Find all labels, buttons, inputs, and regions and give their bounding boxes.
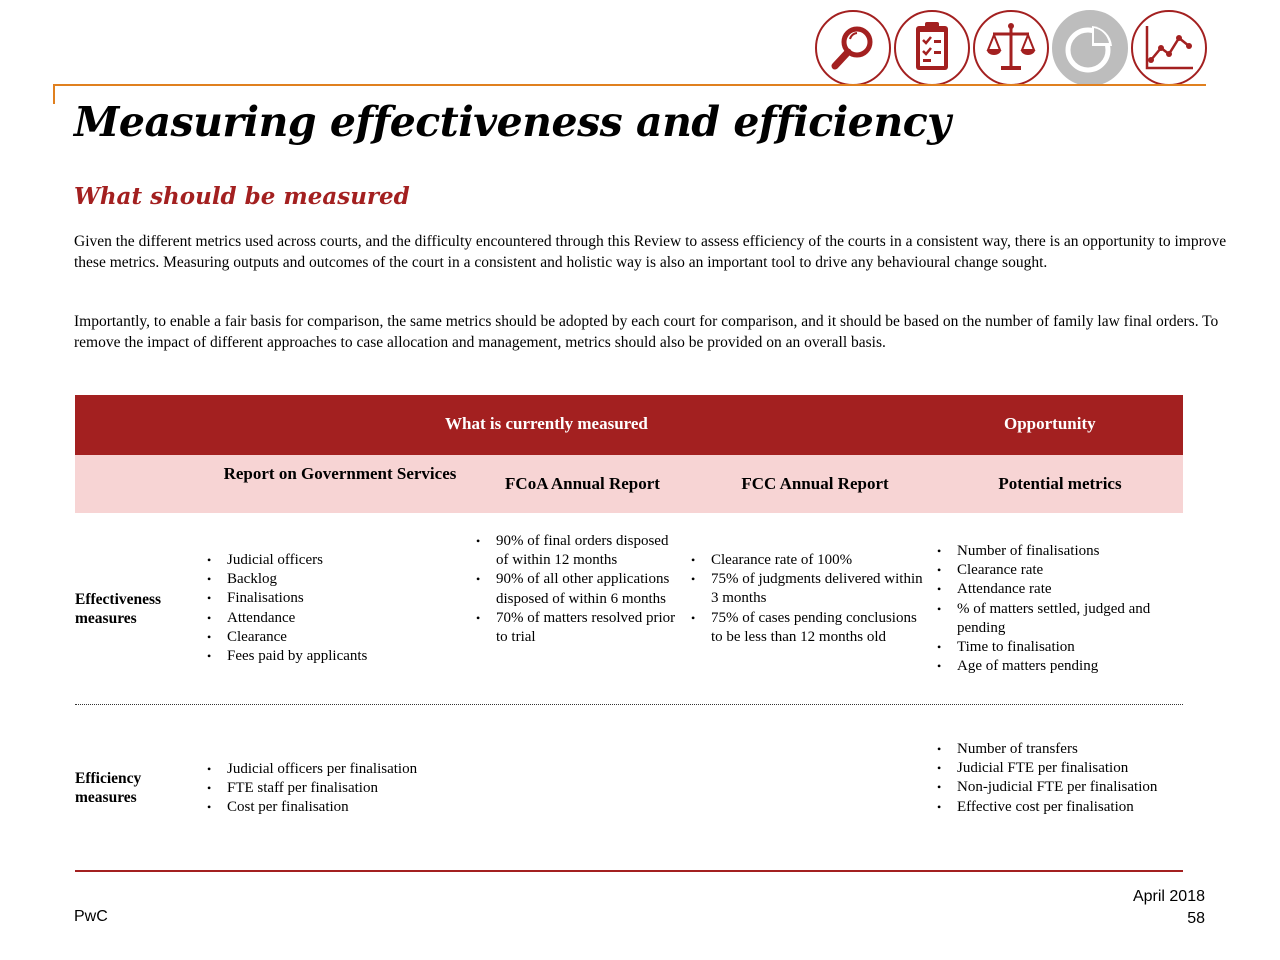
bullet-item: • Cost per finalisation — [201, 798, 466, 817]
footer-date: April 2018 — [1132, 888, 1205, 905]
bullet-item: • Non-judicial FTE per finalisation — [931, 778, 1181, 797]
page-number: 58 — [1187, 910, 1205, 927]
scales-icon — [973, 10, 1049, 86]
magnifier-icon — [815, 10, 891, 86]
effectiveness-potential-cell — [931, 542, 1181, 676]
bullet-item: • Clearance rate of 100% — [685, 551, 930, 570]
bullet-item: • Fees paid by applicants — [201, 647, 461, 666]
bullet-item: • 90% of all other applications disposed of within 6 months — [470, 570, 680, 608]
column-header-rogs: Report on Government Services — [223, 464, 457, 483]
bullet-item: • Finalisations — [201, 589, 461, 608]
title-accent-line — [53, 84, 1206, 86]
efficiency-rogs-cell — [201, 760, 466, 818]
page-title: Measuring effectiveness and efficiency — [74, 98, 951, 146]
column-header-fcc: FCC Annual Report — [741, 474, 889, 493]
footer-meta — [1133, 886, 1205, 930]
bullet-item: • Attendance rate — [931, 580, 1181, 599]
intro-paragraph-1: Given the different metrics used across courts, and the difficulty encountered through this Review to assess efficiency of the courts in a consistent way, there is an opportunity to improve these metrics. Measuring outputs and outcomes of the court in a consistent and holistic way is also an important tool to drive any behavioural change sought. — [74, 233, 1227, 271]
group-header-row — [75, 395, 1183, 455]
column-header-row — [75, 455, 1183, 513]
bullet-item: • % of matters settled, judged and pending — [931, 600, 1181, 638]
pie-chart-icon — [1052, 10, 1128, 86]
bullet-item: • Judicial FTE per finalisation — [931, 759, 1181, 778]
bullet-item: • Backlog — [201, 570, 461, 589]
bullet-item: • Effective cost per finalisation — [931, 798, 1181, 817]
bullet-item: • Attendance — [201, 609, 461, 628]
group-header-opportunity: Opportunity — [1004, 414, 1096, 433]
bullet-item: • 70% of matters resolved prior to trial — [470, 609, 680, 647]
section-subtitle: What should be measured — [74, 183, 410, 210]
bullet-item: • Number of finalisations — [931, 542, 1181, 561]
intro-paragraph-2: Importantly, to enable a fair basis for comparison, the same metrics should be adopted by each court for comparison, and it should be based on the number of family law final orders. To remove the impact of different approaches to case allocation and management, metrics should also be provided on an overall basis. — [74, 313, 1219, 351]
bullet-item: • Age of matters pending — [931, 657, 1181, 676]
title-accent-tick — [53, 84, 55, 104]
bullet-item: • Judicial officers — [201, 551, 461, 570]
bullet-item: • Clearance — [201, 628, 461, 647]
bullet-item: • Judicial officers per finalisation — [201, 760, 466, 779]
footer-org: PwC — [74, 908, 108, 925]
effectiveness-rogs-cell — [201, 551, 461, 666]
header-icon-strip — [815, 10, 1210, 86]
line-chart-icon — [1131, 10, 1207, 86]
column-header-fcoa: FCoA Annual Report — [505, 474, 660, 493]
bullet-item: • FTE staff per finalisation — [201, 779, 466, 798]
bullet-item: • 75% of cases pending conclusions to be less than 12 months old — [685, 609, 930, 647]
bullet-item: • 90% of final orders disposed of within 12 months — [470, 532, 680, 570]
effectiveness-fcc-cell — [685, 551, 930, 647]
row-label-effectiveness: Effectiveness measures — [75, 591, 162, 627]
row-label-efficiency: Efficiency measures — [75, 770, 142, 806]
bullet-item: • Number of transfers — [931, 740, 1181, 759]
efficiency-potential-cell — [931, 740, 1181, 817]
bullet-item: • Time to finalisation — [931, 638, 1181, 657]
bullet-item: • 75% of judgments delivered within 3 months — [685, 570, 930, 608]
clipboard-checklist-icon — [894, 10, 970, 86]
table-bottom-rule — [75, 870, 1183, 872]
effectiveness-fcoa-cell — [470, 532, 680, 647]
column-header-potential: Potential metrics — [998, 474, 1122, 493]
row-divider — [75, 704, 1183, 705]
group-header-current: What is currently measured — [445, 414, 648, 433]
bullet-item: • Clearance rate — [931, 561, 1181, 580]
